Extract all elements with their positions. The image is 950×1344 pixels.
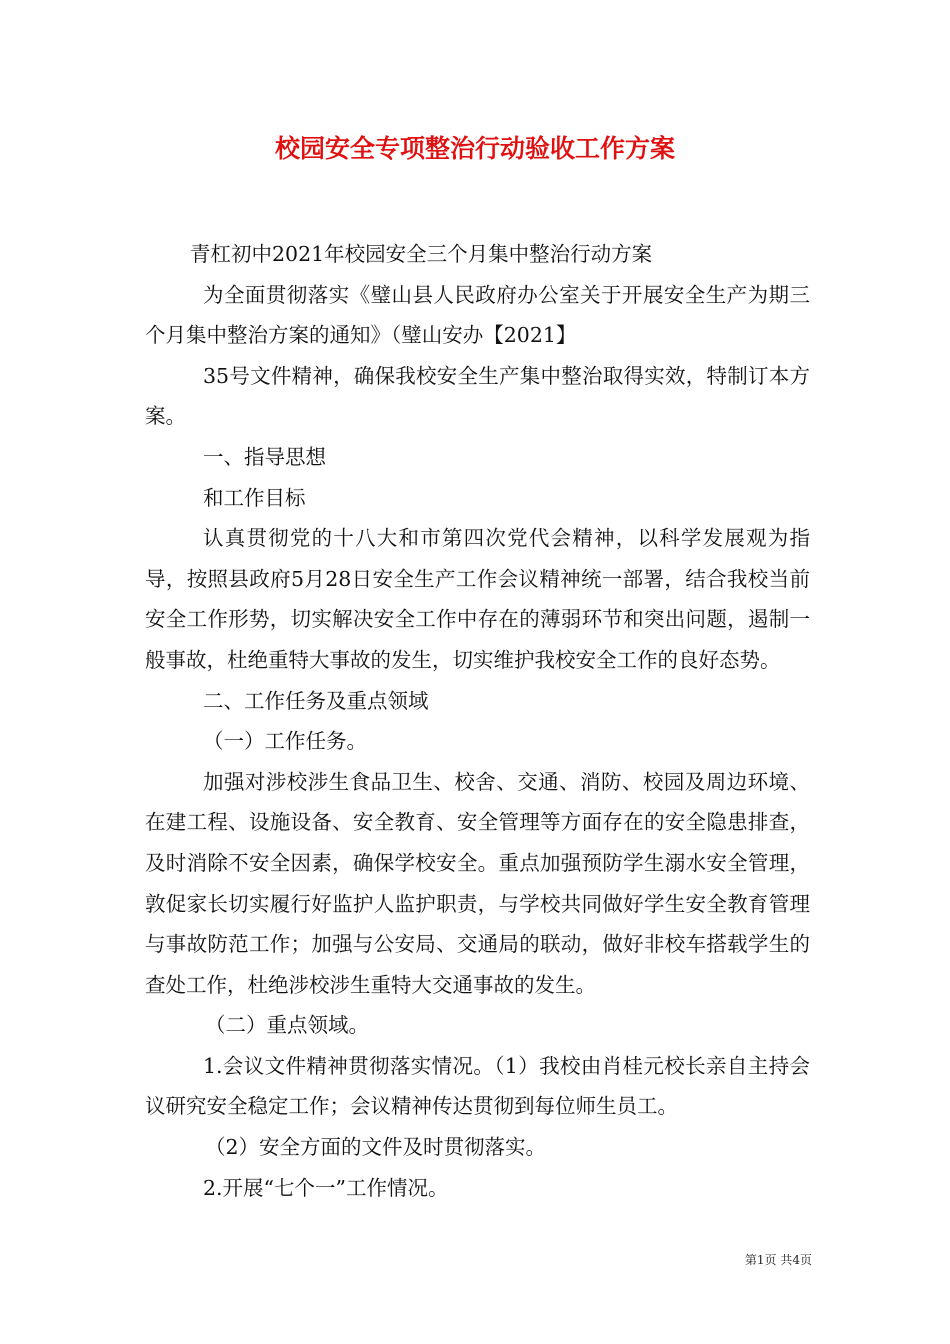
subtitle-paragraph: 青杠初中2021年校园安全三个月集中整治行动方案	[190, 242, 653, 266]
body-paragraph: 1.会议文件精神贯彻落实情况。（1）我校由肖桂元校长亲自主持会议研究安全稳定工作；会议精神传达贯彻到每位师生员工。	[145, 1053, 810, 1119]
document-body	[145, 234, 810, 1208]
section-heading: 二、工作任务及重点领域	[203, 688, 429, 713]
body-paragraph: 为全面贯彻落实《璧山县人民政府办公室关于开展安全生产为期三个月集中整治方案的通知》（璧山安办【2021】	[145, 282, 810, 348]
page-number: 第1页 共4页	[744, 1253, 812, 1267]
section-heading-continued: 和工作目标	[203, 485, 306, 510]
body-paragraph: （2）安全方面的文件及时贯彻落实。	[205, 1135, 547, 1160]
subsection-heading: （二）重点领域。	[205, 1013, 369, 1038]
body-paragraph: 加强对涉校涉生食品卫生、校舍、交通、消防、校园及周边环境、在建工程、设施设备、安全教育、安全管理等方面存在的安全隐患排查，及时消除不安全因素，确保学校安全。重点加强预防学生溺水安全管理，敦促家长切实履行好监护人监护职责，与学校共同做好学生安全教育管理与事故防范工作；加强与公安局、交通局的联动，做好非校车搭载学生的查处工作，杜绝涉校涉生重特大交通事故的发生。	[145, 769, 810, 997]
document-title: 校园安全专项整治行动验收工作方案	[274, 134, 675, 163]
body-paragraph: 35号文件精神，确保我校安全生产集中整治取得实效，特制订本方案。	[145, 363, 810, 429]
body-paragraph: 认真贯彻党的十八大和市第四次党代会精神，以科学发展观为指导，按照县政府5月28日安全生产工作会议精神统一部署，结合我校当前安全工作形势，切实解决安全工作中存在的薄弱环节和突出问题，遏制一般事故，杜绝重特大事故的发生，切实维护我校安全工作的良好态势。	[145, 526, 810, 672]
subsection-heading: （一）工作任务。	[203, 729, 367, 754]
section-heading: 一、指导思想	[203, 444, 326, 469]
body-paragraph: 2.开展“七个一”工作情况。	[203, 1175, 449, 1200]
